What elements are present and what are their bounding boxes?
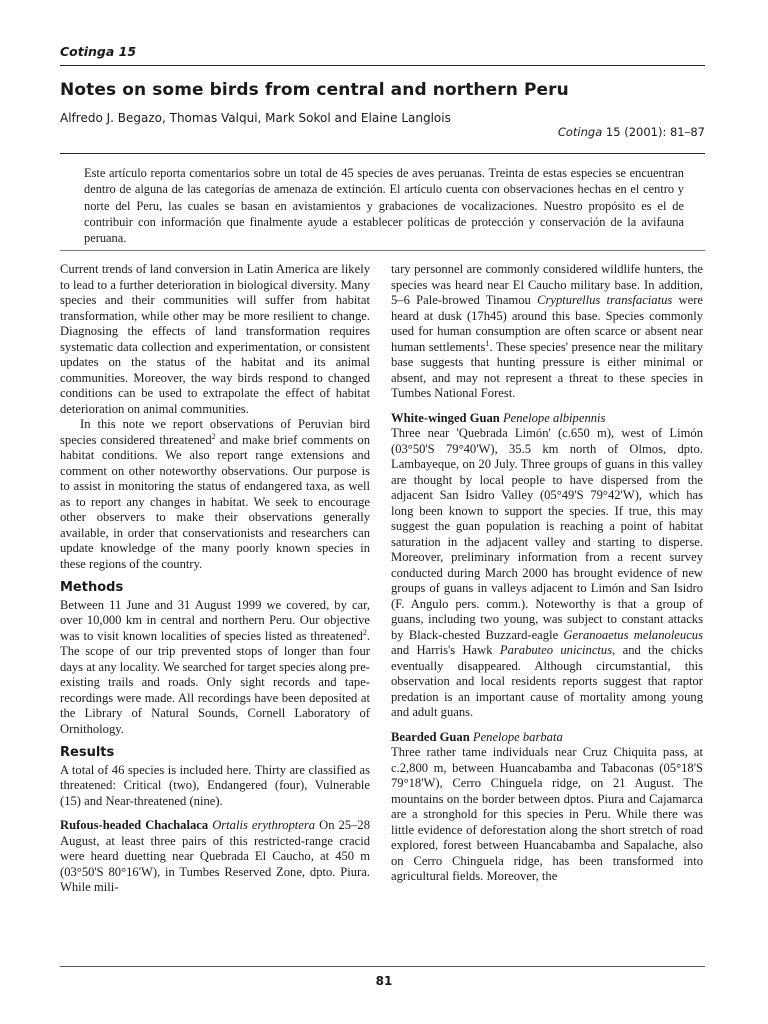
species-common-name: White-winged Guan: [391, 410, 500, 425]
header-rule: [60, 153, 705, 154]
continued-text-a: tary personnel are commonly considered wildlife hunters, the species was heard near El Caucho military base. In addition, 5–6 Pale-browed Tinamou: [391, 262, 703, 307]
footnote-ref: 1: [485, 338, 490, 348]
species-account-text: Three rather tame individuals near Cruz Chiquita pass, at c.2,800 m, between Huancabamba and Tabaconas (05°18'S 79°18'W), Cerro Chinguela ridge, on 21 August. The mountains on the border between dptos. Piura and Cajamarca are a stronghold for this species in Peru. While there was little evidence of deforestation along the short stretch of road explored, forest between Huancabamba and Sapalache, also on Cerro Chinguela ridge, has been transformed into agricultural fields. Moreover, the: [391, 745, 703, 883]
species-common-name: Bearded Guan: [391, 729, 470, 744]
author-list: Alfredo J. Begazo, Thomas Valqui, Mark Sokol and Elaine Langlois: [60, 111, 451, 125]
citation-details: 15 (2001): 81–87: [602, 125, 705, 139]
methods-text-a: Between 11 June and 31 August 1999 we covered, by car, over 10,000 km in central and northern Peru. Our objective was to visit known localities of species listed as threatened: [60, 597, 370, 643]
running-head: Cotinga 15: [60, 44, 137, 59]
results-paragraph: A total of 46 species is included here. Thirty are classified as threatened: Critical (two), Endangered (four), Vulnerable (15) and Near-threatened (nine).: [60, 762, 370, 808]
citation: [558, 125, 705, 139]
article-title: Notes on some birds from central and northern Peru: [60, 80, 569, 100]
methods-heading: Methods: [60, 580, 124, 595]
species-account-text: On 25–28 August, at least three pairs of this restricted-range cracid were heard duetting near Quebrada El Caucho, at 450 m (03°50'S 80°16'W), in Tumbes Reserved Zone, dpto. Piura. While mili-: [60, 818, 370, 894]
species-account-text: and Harris's Hawk: [391, 643, 500, 657]
footnote-ref: 2: [211, 431, 216, 441]
abstract-rule: [60, 250, 705, 251]
right-column: [391, 262, 703, 885]
continued-text-b: were heard at dusk (17h45) around this base. Species commonly used for human consumption are often scarce or absent near human settlements: [391, 293, 703, 354]
top-rule: [60, 65, 705, 66]
abstract: Este artículo reporta comentarios sobre un total de 45 species de aves peruanas. Treinta de estas especies se encuentran dentro de alguna de las categorías de amenaza de extinción. El artículo cuenta con observaciones hechas en el centro y norte del Peru, las cuales se basan en avistamientos y grabaciones de vocalizaciones. Nuestro propósito es el de contribuir con información que finalmente ayude a establecer políticas de protección y conservación de la avifauna peruana.: [84, 166, 684, 246]
intro-paragraph-1: Current trends of land conversion in Latin America are likely to lead to a further deterioration in biological diversity. Many species and their communities will suffer from habitat transformation, while other may be more resilient to change. Diagnosing the effects of land transformation requires systematic data collection and experimentation, or consistent updates on the status of the habitat and its animal communities. Moreover, the way birds respond to changed conditions can be used to extrapolate the effect of habitat deterioration on animal communities.: [60, 262, 370, 416]
continued-text-c: . These species' presence near the military base suggests that hunting pressure is either minimal or absent, and may not represent a threat to these species in Tumbes National Forest.: [391, 339, 703, 400]
citation-journal: Cotinga: [557, 125, 603, 139]
species-account-text: Three near 'Quebrada Limón' (c.650 m), west of Limón (03°50'S 79°40'W), 35.5 km north of Olmos, dpto. Lambayeque, on 20 July. Three groups of guans in this valley are thought by local people to have dispersed from the adjacent San Isidro Valley (05°49'S 79°42'W), which has long been known to support the species. If true, this may suggest the guan population is reaching a point of habitat saturation in the adjacent valley and starting to disperse. Moreover, preliminary information from a recent survey conducted during March 2000 has brought evidence of new groups of guans in valleys adjacent to Limón and San Isidro (F. Angulo pers. comm.). Noteworthy is that a group of guans, including two young, was subject to constant attacks by Black-chested Buzzard-eagle: [391, 426, 703, 642]
species-scientific-name: Crypturellus transfaciatus: [537, 293, 673, 307]
species-account-chachalaca: [60, 818, 370, 896]
species-scientific-name: Geranoaetus melanoleucus: [563, 627, 703, 642]
page-number: 81: [375, 974, 393, 988]
species-scientific-name: Parabuteo unicinctus: [499, 643, 613, 657]
footnote-ref: 2: [362, 627, 367, 637]
species-scientific-name: Ortalis erythroptera: [212, 818, 316, 832]
footer-rule: [60, 966, 705, 967]
results-heading: Results: [60, 745, 115, 760]
intro-paragraph-2-text-b: and make brief comments on habitat conditions. We also report range extensions and comment on other noteworthy observations. Our purpose is to assist in monitoring the status of endangered taxa, as well as to report any changes in habitat. We seek to encourage other observers to make their observations generally available, in order that conservationists and researchers can update knowledge of the many poorly known species in these regions of the country.: [60, 432, 370, 571]
species-common-name: Rufous-headed Chachalaca: [60, 818, 209, 832]
intro-paragraph-2-text-a: In this note we report observations of Peruvian bird species considered threatened: [60, 417, 370, 447]
species-account-bearded-guan: [391, 730, 703, 885]
methods-text-b: . The scope of our trip prevented stops of longer than four days at any locality. We searched for target species along pre-existing trails and roads. Only sight records and tape-recordings were made. All recordings have been deposited at the Library of Natural Sounds, Cornell Laboratory of Ornithology.: [60, 628, 370, 736]
species-scientific-name: Penelope barbata: [472, 729, 563, 744]
continued-paragraph: [391, 262, 703, 402]
intro-paragraph-2: [60, 417, 370, 572]
methods-paragraph: [60, 598, 370, 738]
species-account-text: , and the chicks eventually disappeared. Although circumstantial, this observation and local residents reports suggest that raptor predation is an important cause of mortality among young and adult guans.: [391, 643, 703, 719]
species-account-white-winged-guan: [391, 411, 703, 721]
left-column: [60, 262, 370, 896]
species-scientific-name: Penelope albipennis: [502, 410, 606, 425]
